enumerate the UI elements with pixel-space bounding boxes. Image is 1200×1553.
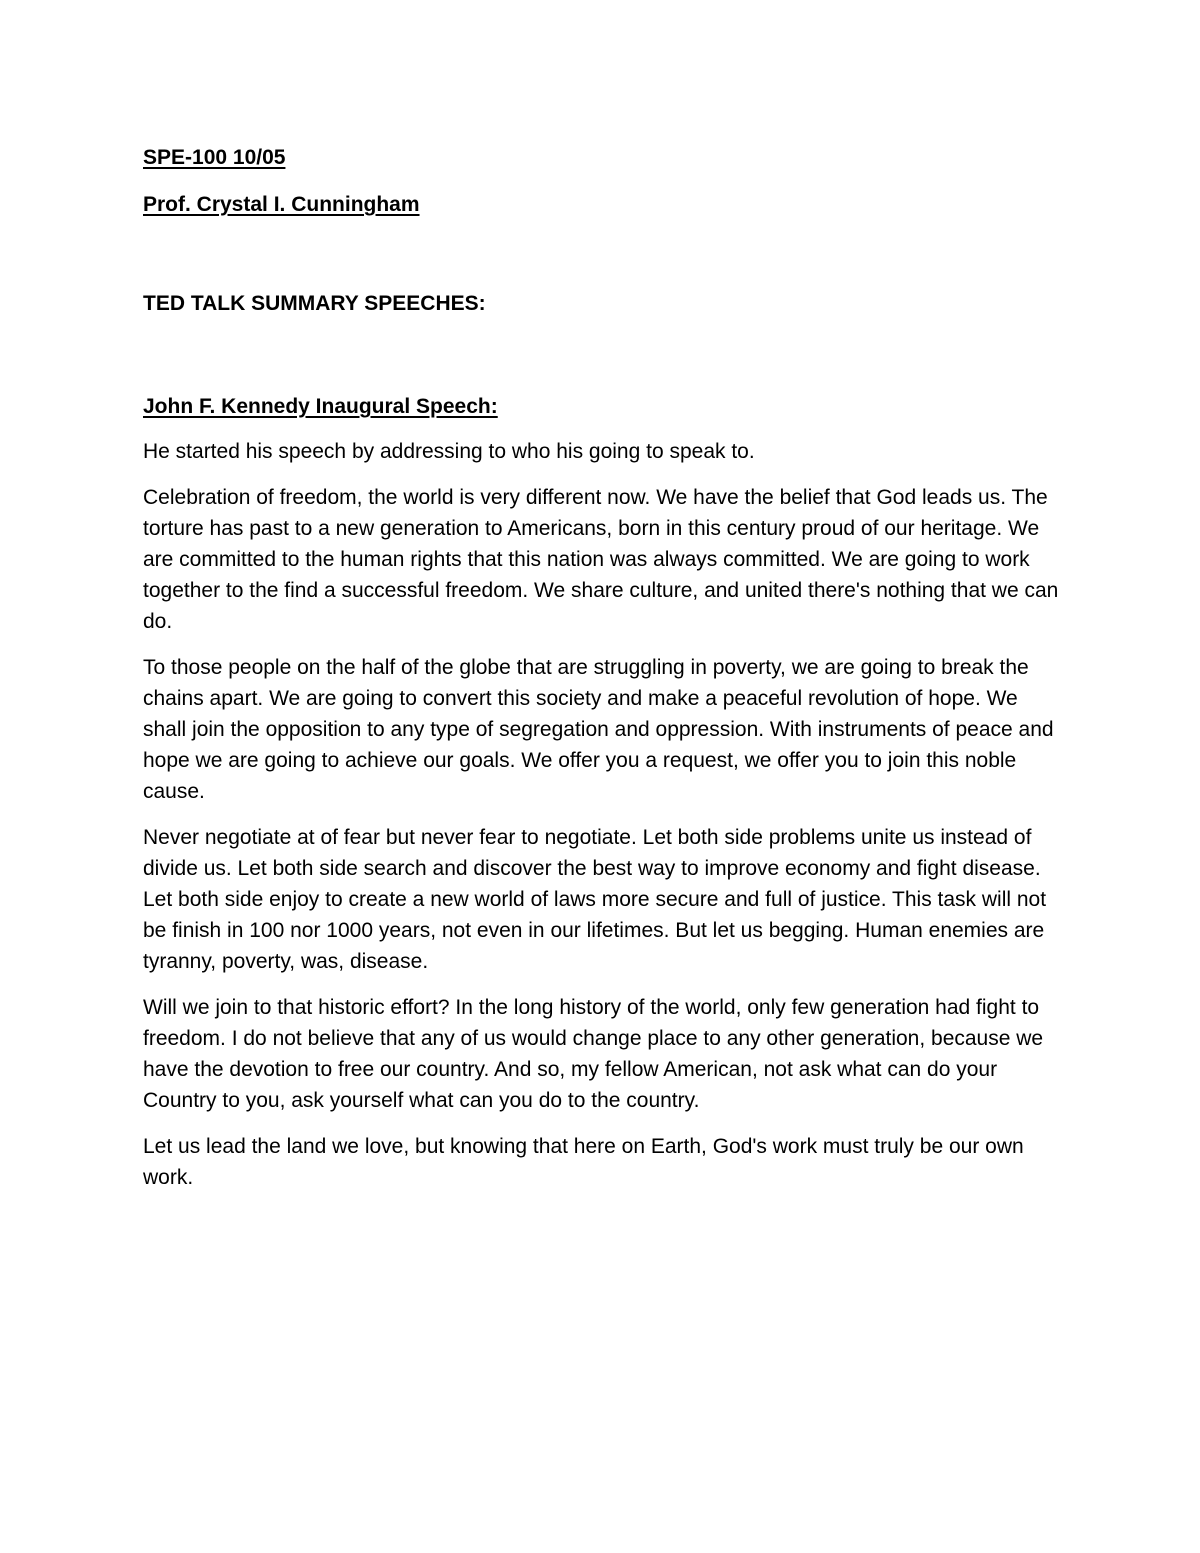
- paragraph: Let us lead the land we love, but knowing that here on Earth, God's work must truly be our own work.: [143, 1135, 1024, 1189]
- professor-name: Prof. Crystal I. Cunningham: [143, 193, 420, 216]
- paragraph: Never negotiate at of fear but never fear to negotiate. Let both side problems unite us instead of divide us. Let both side search and discover the best way to improve economy and fight disease. Let both side enjoy to create a new world of laws more secure and full of justice. This task will not be finish in 100 nor 1000 years, not even in our lifetimes. But let us begging. Human enemies are tyranny, poverty, was, disease.: [143, 826, 1047, 973]
- paragraph: To those people on the half of the globe that are struggling in poverty, we are going to break the chains apart. We are going to convert this society and make a peaceful revolution of hope. We shall join the opposition to any type of segregation and oppression. With instruments of peace and hope we are going to achieve our goals. We offer you a request, we offer you to join this noble cause.: [143, 656, 1054, 803]
- paragraph: Celebration of freedom, the world is very different now. We have the belief that God leads us. The torture has past to a new generation to Americans, born in this century proud of our heritage. We are committed to the human rights that this nation was always committed. We are going to work together to the find a successful freedom. We share culture, and united there's nothing that we can do.: [143, 486, 1059, 633]
- section-title: TED TALK SUMMARY SPEECHES:: [143, 292, 486, 315]
- paragraph: Will we join to that historic effort? In the long history of the world, only few generation had fight to freedom. I do not believe that any of us would change place to any other generation, because we have the devotion to free our country. And so, my fellow American, not ask what can do your Country to you, ask yourself what can you do to the country.: [143, 996, 1044, 1112]
- course-code: SPE-100 10/05: [143, 146, 286, 169]
- paragraph: He started his speech by addressing to who his going to speak to.: [143, 440, 755, 463]
- speech-title: John F. Kennedy Inaugural Speech:: [143, 395, 498, 418]
- document-body: [143, 143, 1063, 1208]
